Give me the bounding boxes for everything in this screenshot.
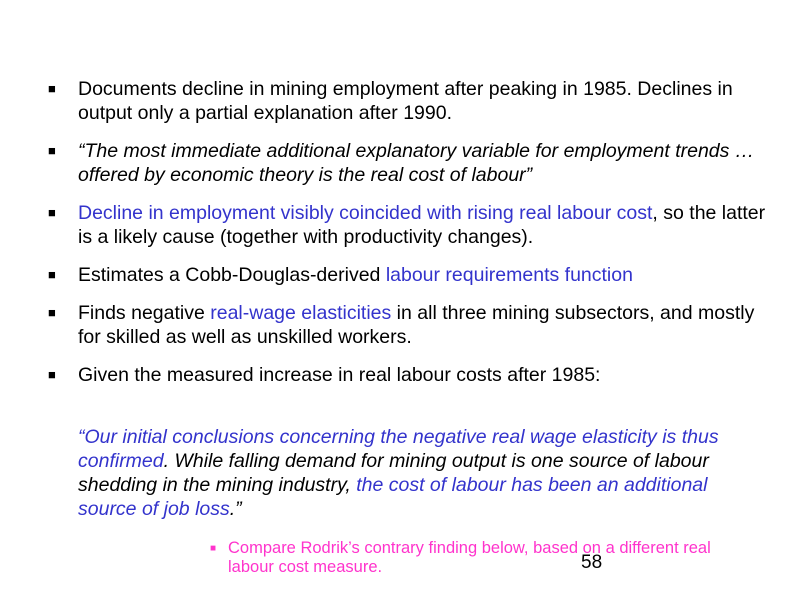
- bullet-marker-icon: ■: [48, 367, 56, 382]
- highlighted-text: Decline in employment visibly coincided with rising real labour cost: [78, 202, 653, 224]
- bullet-marker-icon: ■: [48, 267, 56, 282]
- highlighted-text: labour requirements function: [385, 264, 633, 286]
- bullet-marker-icon: ■: [48, 143, 56, 158]
- bullet-item: [48, 301, 768, 349]
- bullet-marker-icon: ■: [48, 305, 56, 320]
- quote-text: . While falling demand for mining output is one source of labour shedding in the mining industry,: [78, 450, 709, 496]
- sub-bullet: [210, 539, 748, 577]
- quote-block: [78, 425, 768, 521]
- sub-bullet-text: Compare Rodrik’s contrary finding below, based on a different real labour cost measure.: [228, 539, 711, 576]
- bullet-text: Documents decline in mining employment after peaking in 1985. Declines in output only a partial explanation after 1990.: [78, 78, 733, 124]
- bullet-text: Given the measured increase in real labour costs after 1985:: [78, 364, 601, 386]
- quote-highlight: “Our initial conclusions concerning the negative real wage elasticity is thus confirmed: [78, 426, 719, 472]
- page-number: 58: [581, 552, 603, 573]
- bullet-item: [48, 77, 768, 125]
- bullet-item: [48, 139, 768, 187]
- bullet-text: Finds negative: [78, 302, 211, 324]
- bullet-item: [48, 201, 768, 249]
- bullet-marker-icon: ■: [210, 543, 217, 554]
- bullet-list: [48, 77, 768, 401]
- bullet-text: , so the latter is a likely cause (together with productivity changes).: [78, 202, 766, 248]
- highlighted-text: real-wage elasticities: [210, 302, 392, 324]
- bullet-text: in all three mining subsectors, and mostly for skilled as well as unskilled workers.: [78, 302, 755, 348]
- bullet-item: [48, 363, 768, 387]
- quote-text: .”: [229, 498, 242, 520]
- bullet-item: [48, 263, 768, 287]
- bullet-marker-icon: ■: [48, 205, 56, 220]
- quote-highlight: the cost of labour has been an additional source of job loss: [78, 474, 708, 520]
- bullet-text: “The most immediate additional explanatory variable for employment trends … offered by economic theory is the real cost of labour”: [78, 140, 755, 186]
- bullet-marker-icon: ■: [48, 81, 56, 96]
- bullet-text: Estimates a Cobb-Douglas-derived: [78, 264, 386, 286]
